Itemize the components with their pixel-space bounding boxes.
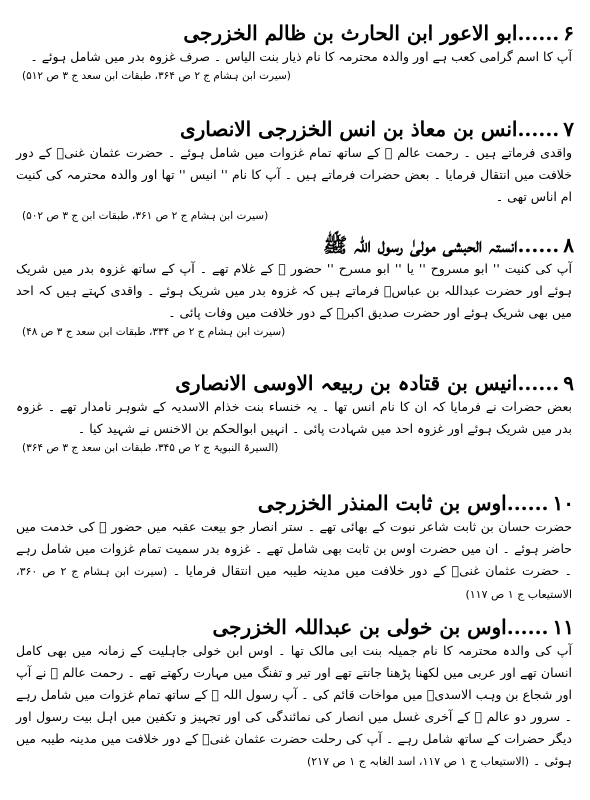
entry-reference: (سیرت ابن ہشام ج ۲ ص ۳۶۴، طبقات ابن سعد ج ۳ ص ۵۱۲) xyxy=(22,70,291,82)
entry-title: ......اوس بن خولی بن عبداللہ الخزرجی xyxy=(212,615,549,639)
entry-paragraph: واقدی فرماتے ہیں ۔ رحمت عالم ﷺ کے ساتھ تمام غزوات میں شامل ہوئے ۔ حضرت عثمان غنیؓ کے دور خلافت میں انتقال فرمایا ۔ بعض حضرات فرماتے ہیں ۔ آپ کا نام '' انیس '' تھا اور والدہ محترمہ کی کنیت ام اناس تھی ۔ xyxy=(16,145,572,204)
entry-reference: (السیرۃ النبویۃ ج ۲ ص ۳۴۵، طبقات ابن سعد ج ۳ ص ۳۶۴) xyxy=(22,442,279,454)
entry-reference: (الاستیعاب ج ۱ ص ۱۱۷، اسد الغابہ ج ۱ ص ۲۱۷) xyxy=(306,755,530,768)
entry-heading xyxy=(10,232,580,258)
entry-title: ......انیس بن قتادہ بن ربیعہ الاوسی الانصاری xyxy=(175,371,560,395)
entry-6 xyxy=(10,20,580,84)
entry-paragraph xyxy=(10,516,580,606)
entry-9 xyxy=(10,370,580,456)
entry-number: ۶ xyxy=(563,21,574,45)
entry-number: ۷ xyxy=(563,117,574,141)
entry-heading xyxy=(10,490,580,516)
entry-8 xyxy=(10,232,580,340)
entry-reference: (سیرت ابن ہشام ج ۲ ص ۳۶۰، الاستیعاب ج ۱ ص ۱۱۷) xyxy=(16,565,572,601)
entry-number: ۱۰ xyxy=(552,491,574,515)
entry-title: ......اوس بن ثابت المنذر الخزرجی xyxy=(257,491,549,515)
entry-11 xyxy=(10,614,580,773)
entry-paragraph: آپ کی کنیت '' ابو مسروح '' یا '' ابو مسرح '' حضور ﷺ کے غلام تھے ۔ آپ کے ساتھ غزوہ بدر میں شریک ہوئے اور حضرت عبداللہ بن عباسؓ فرماتے ہیں کہ غزوہ بدر میں شریک ہوئے ۔ واقدی کہتے ہیں کہ احد میں بھی شریک ہوئے اور حضرت صدیق اکبرؓ کے دور خلافت میں وفات پائی ۔ xyxy=(16,261,572,320)
entry-paragraph-text: آپ کی والدہ محترمہ کا نام جمیلہ بنت ابی مالک تھا ۔ اوس ابن خولی جاہلیت کے زمانہ میں بھی کامل انسان تھے اور عربی میں لکھنا پڑھنا جانتے تھے اور تیر و تفنگ میں مہارت رکھتے تھے ۔ رحمت عالم ﷺ نے آپ اور شجاع بن وہب الاسدیؓ میں مواخات قائم کی ۔ آپ رسول اللہ ﷺ کے ساتھ تمام غزوات میں شامل رہے ۔ سرور دو عالم ﷺ کے آخری غسل میں انصار کی نمائندگی کی اور تجہیز و تکفین میں اہل بیت رسول اور دیگر حضرات کے ساتھ شامل رہے ۔ آپ کی رحلت حضرت عثمان غنیؓ کے دور خلافت میں مدینہ طیبہ میں ہوئی ۔ xyxy=(16,643,572,768)
entry-title: ......انستہ الحبشی مولیٰ رسول اللہ ﷺ xyxy=(323,233,560,257)
entry-heading xyxy=(10,370,580,396)
entry-number: ۹ xyxy=(563,371,574,395)
entry-paragraph: بعض حضرات نے فرمایا کہ ان کا نام انس تھا ۔ یہ خنساء بنت خذام الاسدیہ کے شوہر نامدار تھے ۔ غزوہ بدر میں شریک ہوئے اور غزوہ احد میں شہادت پائی ۔ انہیں ابوالحکم بن الاخنس نے شہید کیا ۔ xyxy=(16,399,572,436)
entry-heading xyxy=(10,116,580,142)
entry-heading xyxy=(10,614,580,640)
entry-number: ۱۱ xyxy=(552,615,574,639)
entry-paragraph xyxy=(10,640,580,773)
entry-7 xyxy=(10,116,580,224)
entry-reference: (سیرت ابن ہشام ج ۲ ص ۳۶۱، طبقات ابن ج ۳ ص ۵۰۲) xyxy=(22,210,269,222)
entry-title: ......انس بن معاذ بن انس الخزرجی الانصاری xyxy=(179,117,560,141)
entry-number: ۸ xyxy=(563,233,574,257)
entry-paragraph: آپ کا اسم گرامی کعب ہے اور والدہ محترمہ کا نام ذیار بنت الیاس ۔ صرف غزوہ بدر میں شامل ہوئے ۔ xyxy=(30,49,572,64)
entry-paragraph-text: حضرت حسان بن ثابت شاعر نبوت کے بھائی تھے ۔ ستر انصار جو بیعت عقبہ میں حضور ﷺ کی خدمت میں حاضر ہوئے ۔ ان میں حضرت اوس بن ثابت بھی شامل تھے ۔ غزوہ بدر سمیت تمام غزوات میں شامل رہے ۔ حضرت عثمان غنیؓ کے دور خلافت میں مدینہ طیبہ میں انتقال فرمایا ۔ xyxy=(16,519,572,578)
entry-heading xyxy=(10,20,580,46)
entry-10 xyxy=(10,490,580,606)
entry-reference: (سیرت ابن ہشام ج ۲ ص ۳۳۴، طبقات ابن سعد ج ۳ ص ۴۸) xyxy=(22,326,286,338)
entry-title: ......ابو الاعور ابن الحارث بن ظالم الخزرجی xyxy=(183,21,560,45)
